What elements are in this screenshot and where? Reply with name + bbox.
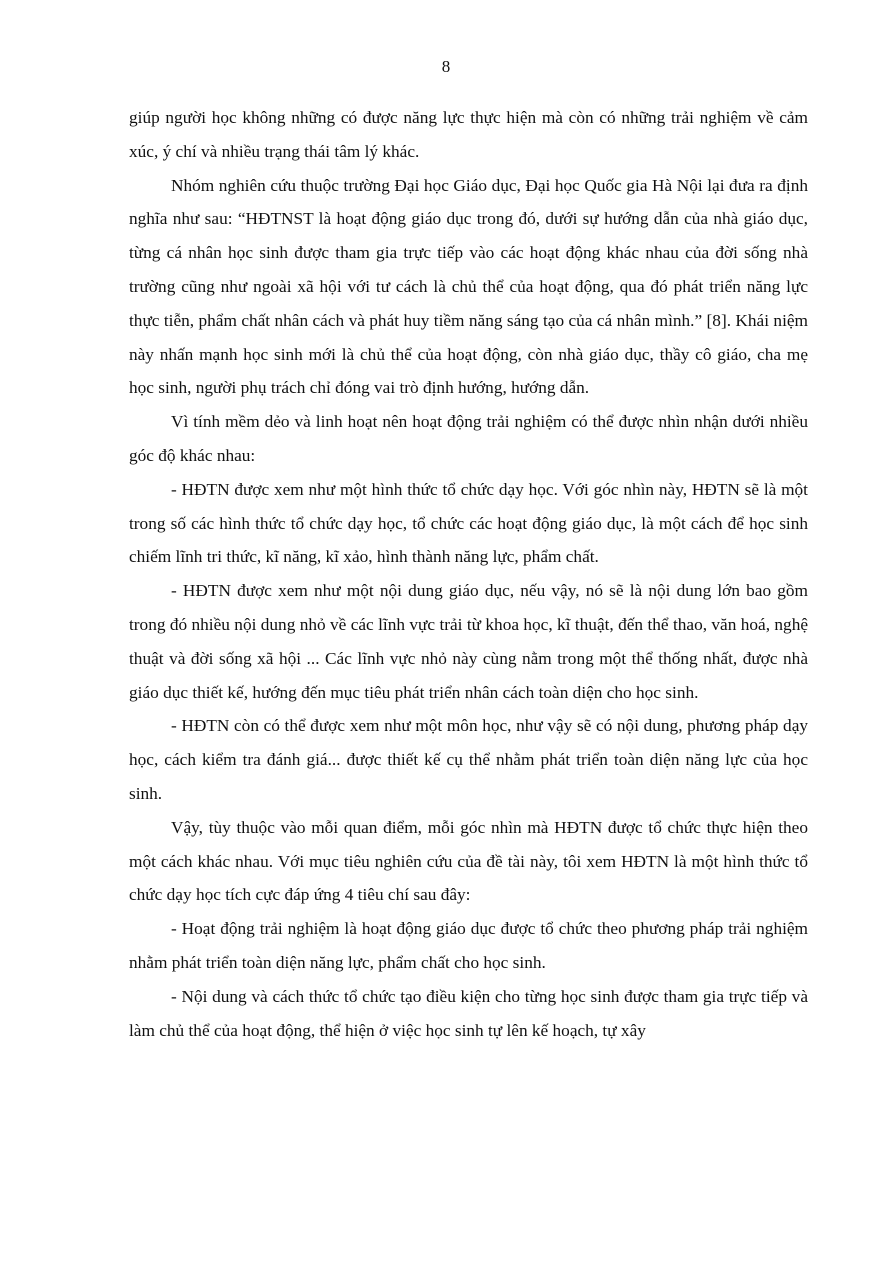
paragraph: Nhóm nghiên cứu thuộc trường Đại học Giáo dục, Đại học Quốc gia Hà Nội lại đưa ra định nghĩa như sau: “HĐTNST là hoạt động giáo dục trong đó, dưới sự hướng dẫn của nhà giáo dục, từng cá nhân học sinh được tham gia trực tiếp vào các hoạt động khác nhau của đời sống nhà trường cũng như ngoài xã hội với tư cách là chủ thể của hoạt động, qua đó phát triển năng lực thực tiễn, phẩm chất nhân cách và phát huy tiềm năng sáng tạo của cá nhân mình.” [8]. Khái niệm này nhấn mạnh học sinh mới là chủ thể của hoạt động, còn nhà giáo dục, thầy cô giáo, cha mẹ học sinh, người phụ trách chỉ đóng vai trò định hướng, hướng dẫn. xyxy=(129,175,808,398)
paragraph: giúp người học không những có được năng lực thực hiện mà còn có những trải nghiệm về cảm xúc, ý chí và nhiều trạng thái tâm lý khác. xyxy=(129,108,808,161)
document-body xyxy=(129,101,808,1047)
list-item: - Hoạt động trải nghiệm là hoạt động giáo dục được tổ chức theo phương pháp trải nghiệm nhằm phát triển toàn diện năng lực, phẩm chất cho học sinh. xyxy=(129,919,808,972)
list-item: - HĐTN còn có thể được xem như một môn học, như vậy sẽ có nội dung, phương pháp dạy học, cách kiểm tra đánh giá... được thiết kế cụ thể nhằm phát triển toàn diện năng lực của học sinh. xyxy=(129,716,808,803)
paragraph: Vậy, tùy thuộc vào mỗi quan điểm, mỗi góc nhìn mà HĐTN được tổ chức thực hiện theo một cách khác nhau. Với mục tiêu nghiên cứu của đề tài này, tôi xem HĐTN là một hình thức tổ chức dạy học tích cực đáp ứng 4 tiêu chí sau đây: xyxy=(129,817,808,905)
list-item: - HĐTN được xem như một hình thức tổ chức dạy học. Với góc nhìn này, HĐTN sẽ là một trong số các hình thức tổ chức dạy học, tổ chức các hoạt động giáo dục, là một cách để học sinh chiếm lĩnh tri thức, kĩ năng, kĩ xảo, hình thành năng lực, phẩm chất. xyxy=(129,479,808,567)
list-item: - Nội dung và cách thức tổ chức tạo điều kiện cho từng học sinh được tham gia trực tiếp và làm chủ thể của hoạt động, thể hiện ở việc học sinh tự lên kế hoạch, tự xây xyxy=(129,986,808,1040)
paragraph: Vì tính mềm dẻo và linh hoạt nên hoạt động trải nghiệm có thể được nhìn nhận dưới nhiều góc độ khác nhau: xyxy=(129,412,808,465)
list-item: - HĐTN được xem như một nội dung giáo dục, nếu vậy, nó sẽ là nội dung lớn bao gồm trong đó nhiều nội dung nhỏ về các lĩnh vực trải từ khoa học, kĩ thuật, đến thể thao, văn hoá, nghệ thuật và đời sống xã hội ... Các lĩnh vực nhỏ này cùng nằm trong một thể thống nhất, được nhà giáo dục thiết kế, hướng đến mục tiêu phát triển nhân cách toàn diện cho học sinh. xyxy=(129,581,808,702)
page-number: 8 xyxy=(441,57,451,76)
